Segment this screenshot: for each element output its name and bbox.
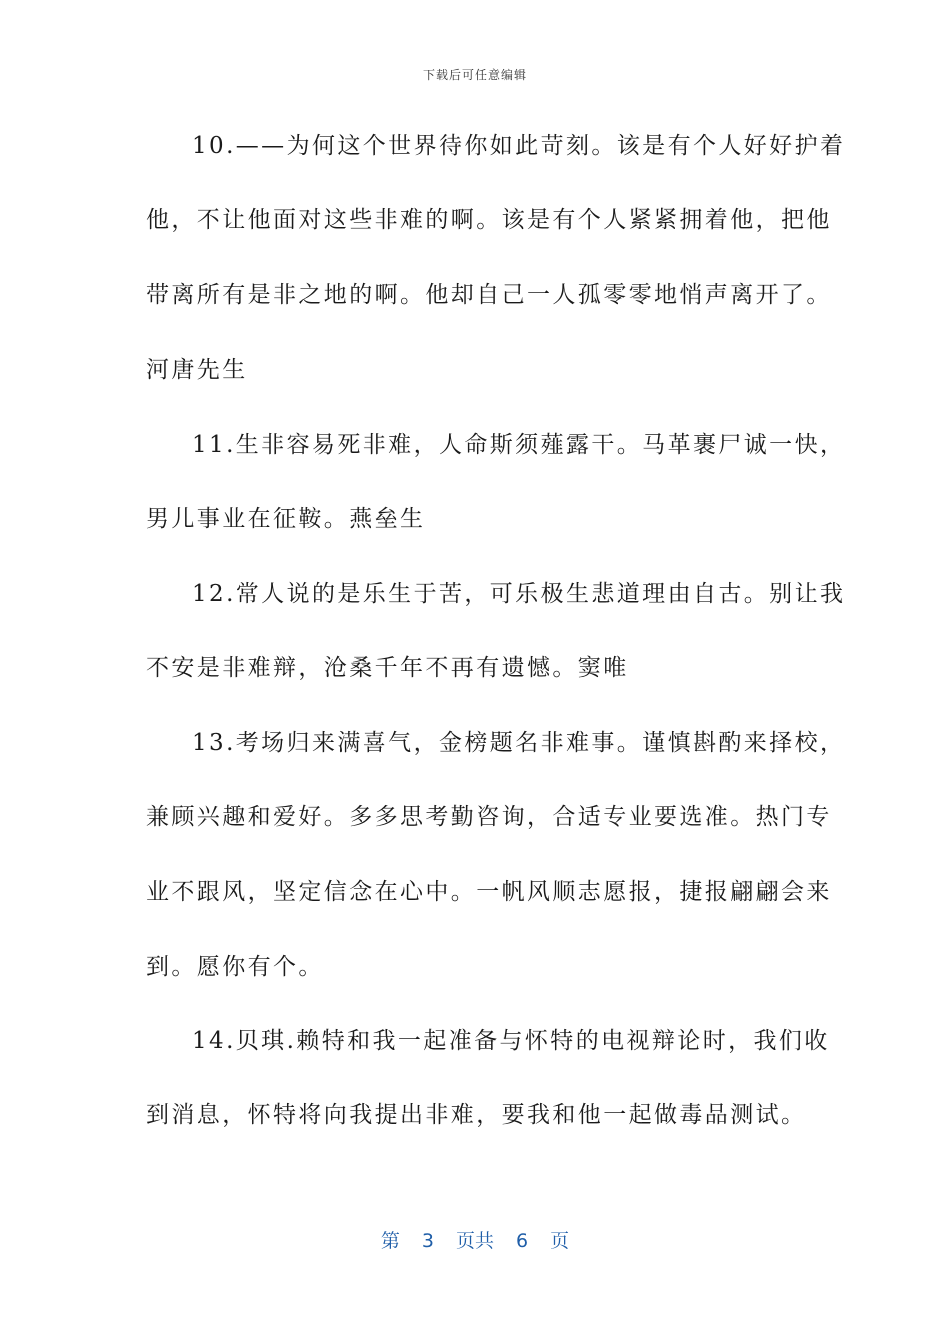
paragraph-10-line-3: 带离所有是非之地的啊。他却自己一人孤零零地悄声离开了。: [146, 282, 832, 308]
paragraph-10-line-4: 河唐先生: [146, 357, 248, 383]
paragraph-14-line-1: 14.贝琪.赖特和我一起准备与怀特的电视辩论时，我们收: [192, 1028, 830, 1054]
page-header: 下载后可任意编辑: [422, 68, 527, 82]
paragraph-13-line-1: 13.考场归来满喜气，金榜题名非难事。谨慎斟酌来择校，: [192, 730, 846, 756]
footer-total-pages: 6: [516, 1230, 529, 1252]
page-footer: [0, 1226, 950, 1253]
paragraph-11-line-1: 11.生非容易死非难，人命斯须薤露干。马革裹尸诚一快，: [192, 432, 846, 458]
paragraph-13-line-4: 到。愿你有个。: [146, 954, 324, 980]
paragraph-12-line-1: 12.常人说的是乐生于苦，可乐极生悲道理由自古。别让我: [192, 581, 846, 607]
paragraph-12-line-2: 不安是非难辩，沧桑千年不再有遗憾。窦唯: [146, 655, 629, 681]
footer-prefix: 第: [380, 1230, 400, 1252]
footer-suffix: 页: [550, 1230, 570, 1252]
footer-current-page: 3: [421, 1230, 434, 1252]
paragraph-11-line-2: 男儿事业在征鞍。燕垒生: [146, 506, 426, 532]
paragraph-13-line-3: 业不跟风，坚定信念在心中。一帆风顺志愿报，捷报翩翩会来: [146, 879, 832, 905]
paragraph-13-line-2: 兼顾兴趣和爱好。多多思考勤咨询，合适专业要选准。热门专: [146, 804, 832, 830]
paragraph-10-line-2: 他，不让他面对这些非难的啊。该是有个人紧紧拥着他，把他: [146, 207, 832, 233]
footer-middle: 页共: [455, 1230, 494, 1252]
paragraph-10-line-1: 10.——为何这个世界待你如此苛刻。该是有个人好好护着: [192, 133, 846, 159]
paragraph-14-line-2: 到消息，怀特将向我提出非难，要我和他一起做毒品测试。: [146, 1102, 807, 1128]
